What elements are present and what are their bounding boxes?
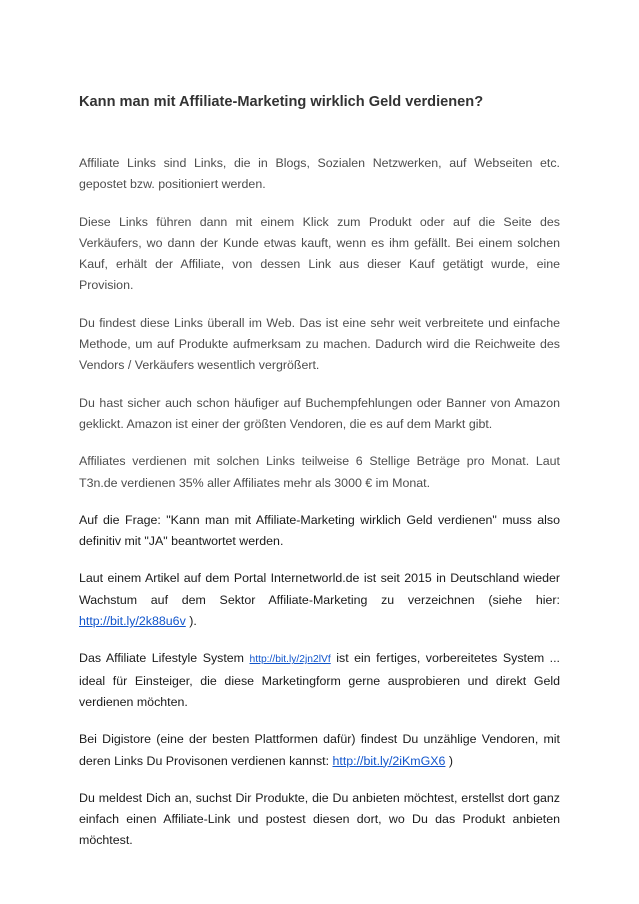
- digistore-link[interactable]: http://bit.ly/2iKmGX6: [332, 753, 446, 768]
- paragraph-lifestyle-rest: ist ein fertiges, vorbereitetes System ... ideal für Einsteiger, die diese Marketingform gerne ausprobieren und direkt Geld verdienen möchten.: [79, 651, 561, 709]
- paragraph-internetworld: [79, 568, 560, 632]
- paragraph-internetworld-end: ).: [185, 614, 197, 629]
- paragraph-t3n: Affiliates verdienen mit solchen Links teilweise 6 Stellige Beträge pro Monat. Laut T3n.de verdienen 35% aller Affiliates mehr als 3000 € im Monat.: [79, 454, 560, 490]
- paragraph-provision: Diese Links führen dann mit einem Klick zum Produkt oder auf die Seite des Verkäufers, wo dann der Kunde etwas kauft, wenn es ihm gefällt. Bei einem solchen Kauf, erhält der Affiliate, von dessen Link aus dieser Kauf getätigt wurde, eine Provision.: [79, 214, 560, 293]
- paragraph-digistore-text: Bei Digistore (eine der besten Plattformen dafür) findest Du unzählige Vendoren, mit deren Links Du Provisonen verdienen kannst:: [79, 732, 560, 768]
- internetworld-link[interactable]: http://bit.ly/2k88u6v: [79, 614, 186, 629]
- paragraph-internetworld-text: Laut einem Artikel auf dem Portal Internetworld.de ist seit 2015 in Deutschland wieder Wachstum auf dem Sektor Affiliate-Marketing zu verzeichnen (siehe hier:: [79, 571, 560, 607]
- lifestyle-system-link[interactable]: http://bit.ly/2jn2lVf: [249, 654, 331, 666]
- paragraph-amazon: Du hast sicher auch schon häufiger auf Buchempfehlungen oder Banner von Amazon geklickt. Amazon ist einer der größten Vendoren, die es auf dem Markt gibt.: [79, 395, 560, 431]
- paragraph-frage: Auf die Frage: "Kann man mit Affiliate-Marketing wirklich Geld verdienen" muss also definitiv mit "JA" beantwortet werden.: [79, 512, 560, 549]
- paragraph-lifestyle-system: [79, 648, 560, 713]
- paragraph-digistore: [79, 729, 560, 772]
- paragraph-affiliate-links: Affiliate Links sind Links, die in Blogs, Sozialen Netzwerken, auf Webseiten etc. gepostet bzw. positioniert werden.: [79, 156, 560, 192]
- paragraph-lifestyle-text: Das Affiliate Lifestyle System: [79, 651, 250, 666]
- paragraph-reichweite: Du findest diese Links überall im Web. Das ist eine sehr weit verbreitete und einfache Methode, um auf Produkte aufmerksam zu machen. Dadurch wird die Reichweite des Vendors / Verkäufers wesentlich vergrößert.: [79, 315, 560, 373]
- paragraph-anmelden: Du meldest Dich an, suchst Dir Produkte, die Du anbieten möchtest, erstellst dort ganz einfach einen Affiliate-Link und postest diesen dort, wo Du das Produkt anbieten möchtest.: [79, 790, 560, 848]
- paragraph-digistore-end: ): [445, 753, 454, 768]
- document-body: [79, 92, 560, 868]
- document-title: Kann man mit Affiliate-Marketing wirklich Geld verdienen?: [79, 94, 484, 110]
